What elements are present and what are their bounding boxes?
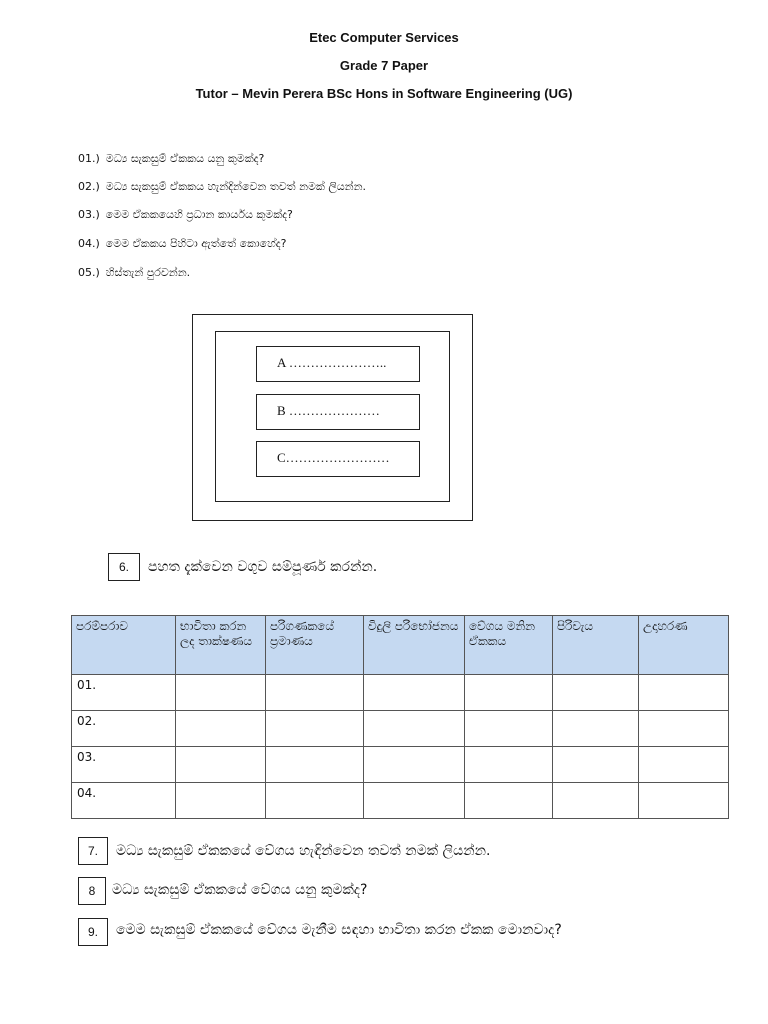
table-cell (553, 675, 639, 711)
table-cell (364, 783, 465, 819)
question-number: 04.) (78, 237, 100, 250)
table-row (72, 747, 729, 783)
row-label: 01. (72, 675, 176, 711)
question-8-text: මධ්‍ය සැකසුම් ඒකකයේ වේගය යනු කුමක්ද? (112, 882, 368, 898)
column-header: උදාහරණ (639, 616, 729, 675)
table-row (72, 711, 729, 747)
question-text: හිස්තැන් පුරවන්න. (105, 266, 191, 279)
row-label: 02. (72, 711, 176, 747)
question-number: 03.) (78, 208, 100, 221)
question-number: 02.) (78, 180, 100, 193)
question-5 (78, 266, 190, 280)
table-cell (465, 711, 553, 747)
table-cell (639, 675, 729, 711)
question-9-number: 9. (78, 918, 108, 946)
question-text: මෙම ඒකකයෙහි ප්‍රධාන කාර්යය කුමක්ද? (105, 208, 293, 221)
company-name: Etec Computer Services (309, 30, 459, 45)
paper-grade: Grade 7 Paper (339, 58, 429, 73)
tutor-line: Tutor – Mevin Perera BSc Hons in Software Engineering (UG) (195, 86, 573, 101)
question-1 (78, 152, 264, 166)
table-cell (553, 747, 639, 783)
table-cell (465, 675, 553, 711)
column-header: විදුලි පරිභෝජනය (364, 616, 465, 675)
question-7-number: 7. (78, 837, 108, 865)
slot-a: A ………………….. (256, 346, 420, 382)
table-cell (176, 711, 266, 747)
table-cell (553, 711, 639, 747)
question-text: මධ්‍ය සැකසුම් ඒකකය හැන්දින්වෙන තවත් නමක් ලියන්න. (105, 180, 367, 193)
table-cell (176, 747, 266, 783)
question-number: 01.) (78, 152, 100, 165)
question-number: 05.) (78, 266, 100, 279)
column-header: පිරිවැය (553, 616, 639, 675)
question-2 (78, 180, 366, 194)
slot-c: C…………………… (256, 441, 420, 477)
question-9-text: මෙම සැකසුම් ඒකකයේ වේගය මැනීම සඳහා භාවිතා කරන ඒකක මොනවාද? (116, 922, 562, 938)
table-cell (364, 675, 465, 711)
table-cell (553, 783, 639, 819)
question-6-number: 6. (108, 553, 140, 581)
row-label: 04. (72, 783, 176, 819)
table-cell (639, 747, 729, 783)
table-cell (639, 783, 729, 819)
table-cell (266, 783, 364, 819)
question-text: මෙම ඒකකය පිහිටා ඇත්තේ කොහේද? (105, 237, 287, 250)
generations-table (71, 615, 729, 819)
column-header: පරම්පරාව (72, 616, 176, 675)
table-cell (364, 711, 465, 747)
question-4 (78, 237, 287, 251)
table-cell (266, 711, 364, 747)
column-header: භාවිතා කරන ලද තාක්ෂණය (176, 616, 266, 675)
column-header: වේගය මනින ඒකකය (465, 616, 553, 675)
table-header-row (72, 616, 729, 675)
table-cell (266, 747, 364, 783)
table-cell (176, 675, 266, 711)
question-6-text: පහත දැක්වෙන වගුව සම්පූර්ණ කරන්න. (148, 559, 378, 575)
question-3 (78, 208, 293, 222)
table-cell (465, 747, 553, 783)
question-7-text: මධ්‍ය සැකසුම් ඒකකයේ වේගය හැඳින්වෙන තවත් නමක් ලියන්න. (116, 843, 491, 859)
table-cell (364, 747, 465, 783)
question-text: මධ්‍ය සැකසුම් ඒකකය යනු කුමක්ද? (105, 152, 265, 165)
table-row (72, 675, 729, 711)
table-row (72, 783, 729, 819)
table-cell (266, 675, 364, 711)
question-8-number: 8 (78, 877, 106, 905)
table-cell (176, 783, 266, 819)
table-cell (465, 783, 553, 819)
slot-b: B ………………… (256, 394, 420, 430)
column-header: පරිගණකයේ ප්‍රමාණය (266, 616, 364, 675)
row-label: 03. (72, 747, 176, 783)
table-cell (639, 711, 729, 747)
